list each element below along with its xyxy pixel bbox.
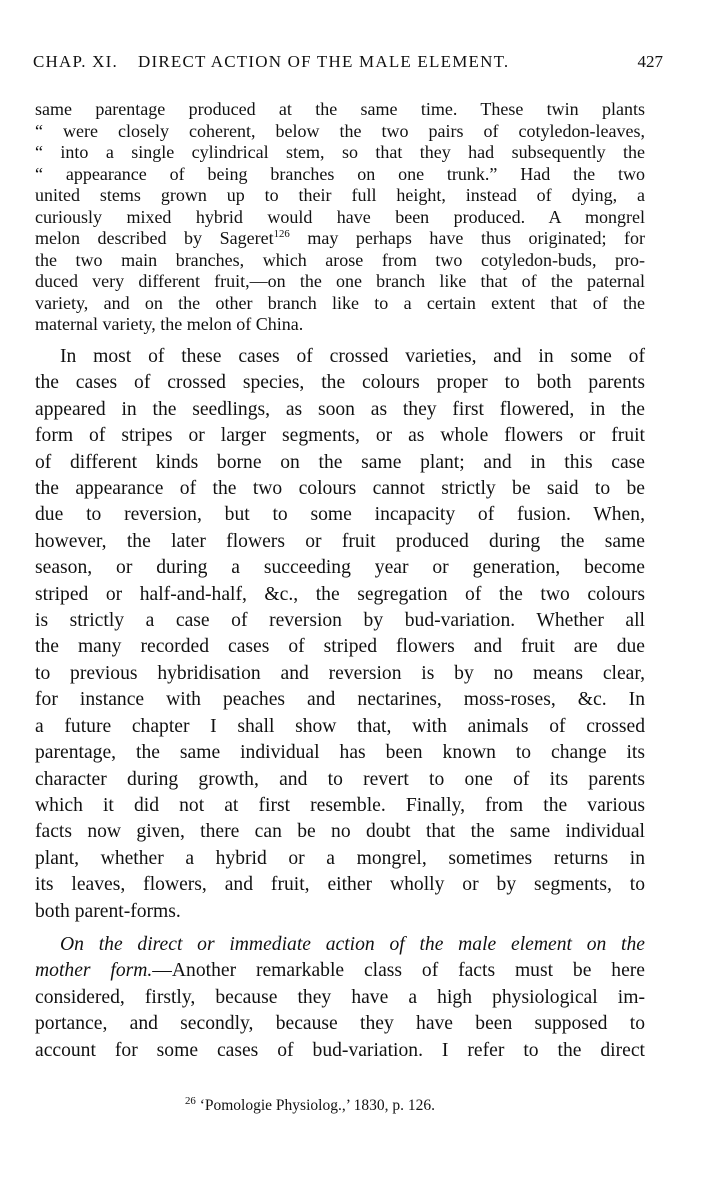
paragraph-1 bbox=[35, 99, 645, 336]
text-line bbox=[35, 228, 645, 250]
paragraph-3 bbox=[35, 932, 645, 1064]
text-line: which it did not at first resemble. Finally, from the various bbox=[35, 794, 645, 816]
text-line: both parent-forms. bbox=[35, 900, 181, 922]
footnote-reference: 126 bbox=[273, 228, 290, 240]
text-line: striped or half-and-half, &c., the segregation of the two colours bbox=[35, 583, 645, 605]
text-line: facts now given, there can be no doubt that the same individual bbox=[35, 821, 645, 843]
text-line: maternal variety, the melon of China. bbox=[35, 314, 304, 334]
text-line: parentage, the same individual has been known to change its bbox=[35, 742, 645, 764]
text-line: united stems grown up to their full height, instead of dying, a bbox=[35, 185, 645, 205]
text-segment: may perhaps have thus originated; for bbox=[289, 228, 646, 248]
text-line: account for some cases of bud-variation. I refer to the direct bbox=[35, 1039, 645, 1061]
text-segment: melon described by Sageret bbox=[35, 228, 274, 248]
text-line: In most of these cases of crossed varieties, and in some of bbox=[60, 346, 645, 367]
footnote-number: 26 bbox=[185, 1094, 196, 1107]
text-line: same parentage produced at the same time. These twin plants bbox=[35, 99, 645, 119]
text-line: of different kinds borne on the same plant; and in this case bbox=[35, 451, 645, 473]
text-line: due to reversion, but to some incapacity of fusion. When, bbox=[35, 504, 645, 526]
text-line: season, or during a succeeding year or generation, become bbox=[35, 557, 645, 579]
chapter-label: CHAP. XI. bbox=[33, 52, 118, 71]
footnote-text: ‘Pomologie Physiolog.,’ 1830, p. 126. bbox=[199, 1097, 435, 1114]
text-line: portance, and secondly, because they have been supposed to bbox=[35, 1013, 645, 1035]
text-line: considered, firstly, because they have a high physiological im- bbox=[35, 986, 645, 1008]
text-line: the appearance of the two colours cannot strictly be said to be bbox=[35, 478, 645, 500]
section-heading-end: mother form. bbox=[35, 960, 153, 982]
text-line: appeared in the seedlings, as soon as they first flowered, in the bbox=[35, 398, 645, 420]
text-line: duced very different fruit,—on the one branch like that of the paternal bbox=[35, 271, 645, 291]
footnote bbox=[185, 1094, 435, 1115]
text-line: the many recorded cases of striped flowers and fruit are due bbox=[35, 636, 645, 658]
text-line: its leaves, flowers, and fruit, either wholly or by segments, to bbox=[35, 874, 645, 896]
text-line: “ were closely coherent, below the two pairs of cotyledon-leaves, bbox=[35, 120, 645, 141]
text-line: plant, whether a hybrid or a mongrel, sometimes returns in bbox=[35, 847, 645, 869]
text-line: form of stripes or larger segments, or as whole flowers or fruit bbox=[35, 425, 645, 447]
page-number: 427 bbox=[637, 52, 663, 71]
text-segment: —Another remarkable class of facts must be here bbox=[152, 960, 645, 982]
text-line bbox=[35, 958, 645, 984]
text-line: for instance with peaches and nectarines, moss-roses, &c. In bbox=[35, 689, 645, 711]
text-line: the two main branches, which arose from two cotyledon-buds, pro- bbox=[35, 249, 645, 270]
text-line: is strictly a case of reversion by bud-variation. Whether all bbox=[35, 610, 645, 632]
text-line: a future chapter I shall show that, with animals of crossed bbox=[35, 715, 645, 737]
text-line: “ into a single cylindrical stem, so that they had subsequently the bbox=[35, 142, 645, 162]
text-line: “ appearance of being branches on one trunk.” Had the two bbox=[35, 163, 645, 184]
text-line: variety, and on the other branch like to a certain extent that of the bbox=[35, 292, 645, 313]
text-line: however, the later flowers or fruit produced during the same bbox=[35, 530, 645, 552]
running-header bbox=[33, 52, 663, 78]
text-line: the cases of crossed species, the colours proper to both parents bbox=[35, 372, 645, 394]
section-heading-line: On the direct or immediate action of the male element on the bbox=[60, 934, 645, 955]
text-line: curiously mixed hybrid would have been produced. A mongrel bbox=[35, 206, 645, 227]
text-line: character during growth, and to revert to one of its parents bbox=[35, 768, 645, 790]
text-line: to previous hybridisation and reversion is by no means clear, bbox=[35, 662, 645, 684]
paragraph-2 bbox=[35, 344, 645, 925]
running-title: DIRECT ACTION OF THE MALE ELEMENT. bbox=[138, 52, 510, 71]
